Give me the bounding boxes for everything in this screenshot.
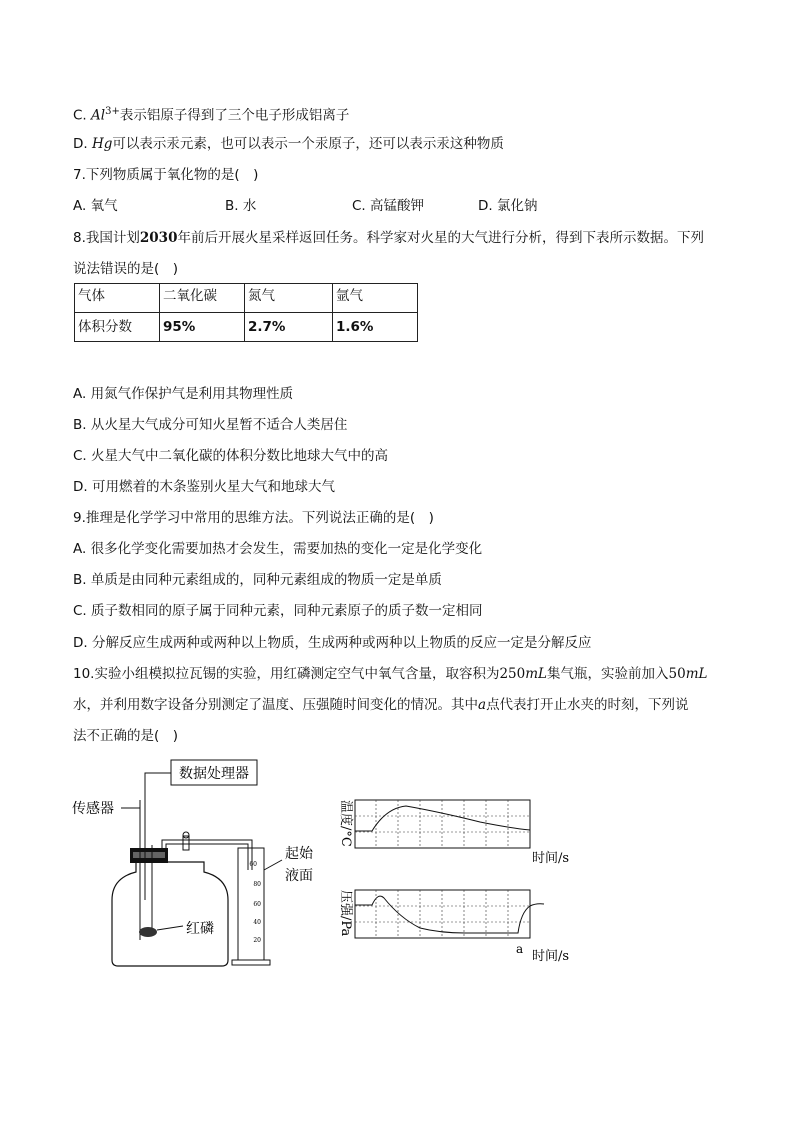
delivery-tube-inner [166, 844, 248, 870]
stopper-band [133, 852, 165, 858]
q9-option-b: B. 单质是由同种元素组成的，同种元素组成的物质一定是单质 [73, 572, 442, 588]
cylinder-tick: 60 [249, 861, 257, 868]
temperature-curve [355, 806, 530, 831]
q8-stem-line-2: 说法错误的是( ) [73, 261, 179, 277]
red-phosphorus-icon [139, 927, 157, 937]
temperature-ylabel: 温度/°C [338, 800, 353, 847]
q6-option-c: C. $Al^{3+}$表示铝原子得到了三个电子形成铝离子 [73, 106, 350, 124]
table-cell: 氩气 [333, 284, 418, 313]
q7-option-b: B. 水 [225, 198, 257, 214]
table-cell: 气体 [75, 284, 160, 313]
cylinder-tick: 20 [253, 937, 261, 944]
table-cell: 95% [160, 313, 245, 342]
start-level-label: 起始 [285, 846, 313, 862]
table-cell: 2.7% [245, 313, 333, 342]
q10-stem-line-2: 水，并利用数字设备分别测定了温度、压强随时间变化的情况。其中a点代表打开止水夹的时刻，下列说 [73, 697, 689, 713]
q8-option-c: C. 火星大气中二氧化碳的体积分数比地球大气中的高 [73, 448, 389, 464]
pressure-chart-frame [355, 890, 530, 938]
q9-option-a: A. 很多化学变化需要加热才会发生，需要加热的变化一定是化学变化 [73, 541, 483, 557]
phosphorus-pointer [157, 926, 183, 930]
q8-option-a: A. 用氮气作保护气是利用其物理性质 [73, 386, 294, 402]
q9-option-c: C. 质子数相同的原子属于同种元素，同种元素原子的质子数一定相同 [73, 603, 483, 619]
cylinder-tick: 80 [253, 881, 261, 888]
pressure-curve [355, 896, 544, 933]
point-a-label: a [516, 942, 524, 956]
q9-option-d: D. 分解反应生成两种或两种以上物质，生成两种或两种以上物质的反应一定是分解反应 [73, 635, 592, 651]
q7-option-c: C. 高锰酸钾 [352, 198, 425, 214]
q10-stem-line-3: 法不正确的是( ) [73, 728, 179, 744]
temperature-grid [355, 800, 530, 848]
clamp-icon [183, 832, 189, 838]
q8-stem-line-1: 8.我国计划2030年前后开展火星采样返回任务。科学家对火星的大气进行分析，得到下表所示数据。下列 [73, 230, 704, 246]
start-level-label: 液面 [285, 868, 313, 884]
pressure-xlabel: 时间/s [532, 949, 570, 964]
q7-stem: 7.下列物质属于氧化物的是( ) [73, 167, 259, 183]
sensor-label: 传感器 [72, 801, 114, 817]
cylinder-tick: 40 [253, 919, 261, 926]
q9-stem: 9.推理是化学学习中常用的思维方法。下列说法正确的是( ) [73, 510, 434, 526]
cylinder-base [232, 960, 270, 965]
q7-option-a: A. 氧气 [73, 198, 118, 214]
table-cell: 1.6% [333, 313, 418, 342]
phosphorus-label: 红磷 [186, 921, 214, 937]
pressure-ylabel: 压强/Pa [338, 890, 353, 937]
q10-stem-line-1: 10.实验小组模拟拉瓦锡的实验，用红磷测定空气中氧气含量，取容积为250mL集气瓶，实验前加入50mL [73, 666, 708, 682]
table-cell: 体积分数 [75, 313, 160, 342]
temperature-xlabel: 时间/s [532, 851, 570, 866]
temperature-chart-frame [355, 800, 530, 848]
q8-option-b: B. 从火星大气成分可知火星暂不适合人类居住 [73, 417, 348, 433]
pressure-grid [355, 890, 530, 938]
table-cell: 二氧化碳 [160, 284, 245, 313]
table-cell: 氮气 [245, 284, 333, 313]
sensor-wire [145, 773, 171, 808]
cylinder-tick: 60 [253, 901, 261, 908]
q7-option-d: D. 氯化钠 [478, 198, 538, 214]
q6-option-d: D. Hg可以表示汞元素，也可以表示一个汞原子，还可以表示汞这种物质 [73, 136, 504, 152]
q8-option-d: D. 可用燃着的木条鉴别火星大气和地球大气 [73, 479, 335, 495]
processor-label: 数据处理器 [179, 766, 249, 782]
start-level-pointer [264, 860, 282, 870]
gas-bottle [112, 862, 228, 966]
